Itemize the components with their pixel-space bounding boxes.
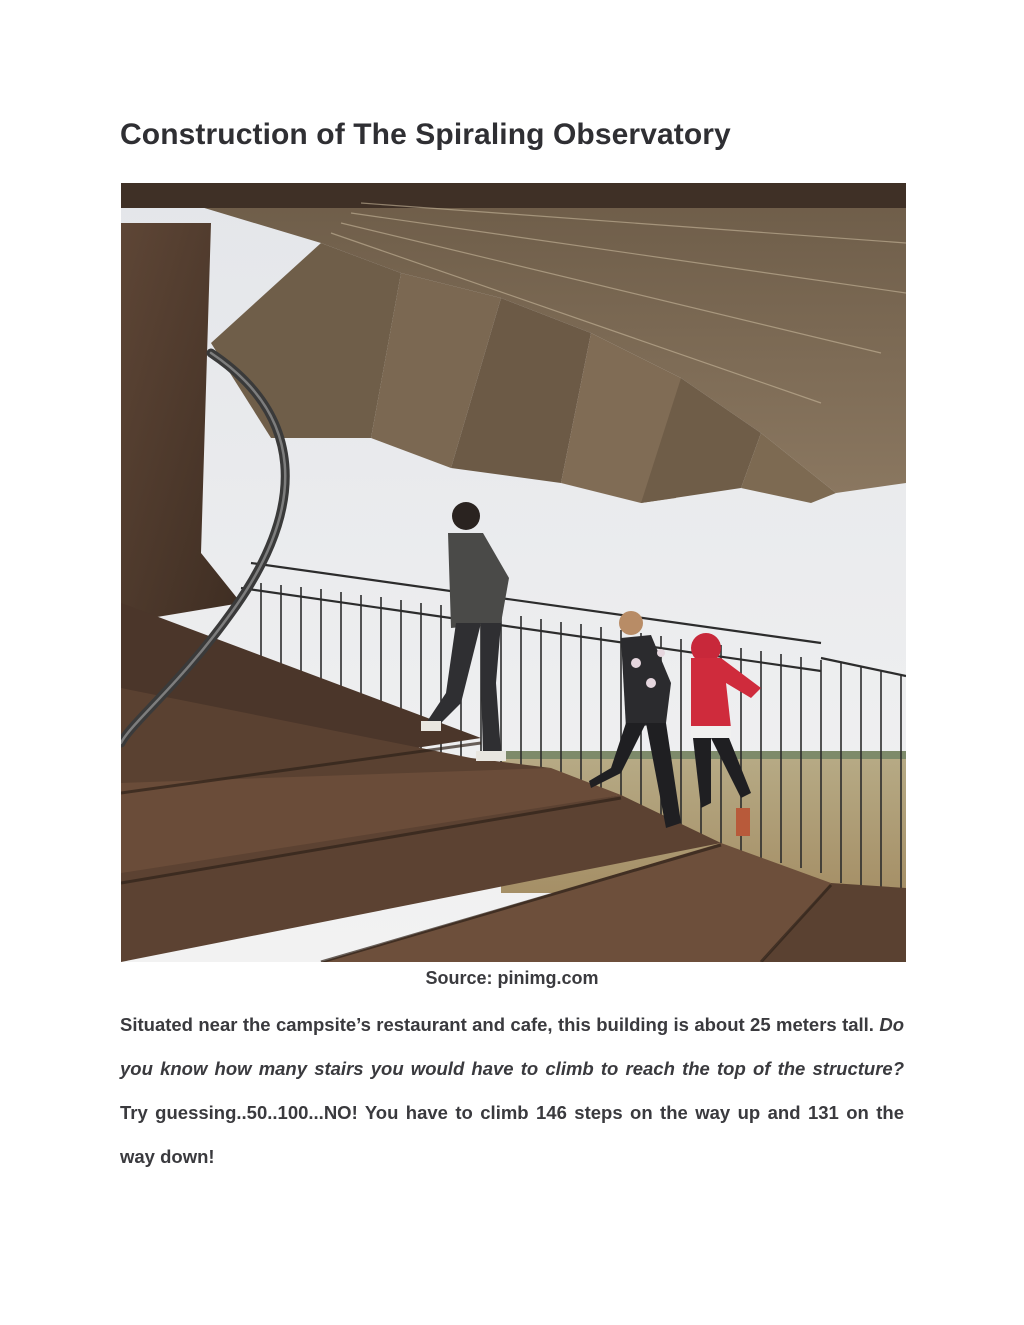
paragraph-text: Situated near the campsite’s restaurant and cafe, this building is about 25 meters tall. — [120, 1014, 880, 1035]
observatory-photo — [121, 183, 906, 962]
paragraph-text-end: Try guessing..50..100...NO! You have to climb 146 steps on the way up and 131 on the way down! — [120, 1102, 904, 1167]
paragraph-italic-question: Do you know how many stairs you would have to climb to reach the top of the structure? — [120, 1014, 904, 1079]
image-caption: Source: pinimg.com — [425, 968, 599, 988]
page-title: Construction of The Spiraling Observatory — [120, 118, 731, 151]
body-paragraph — [120, 1003, 904, 1179]
